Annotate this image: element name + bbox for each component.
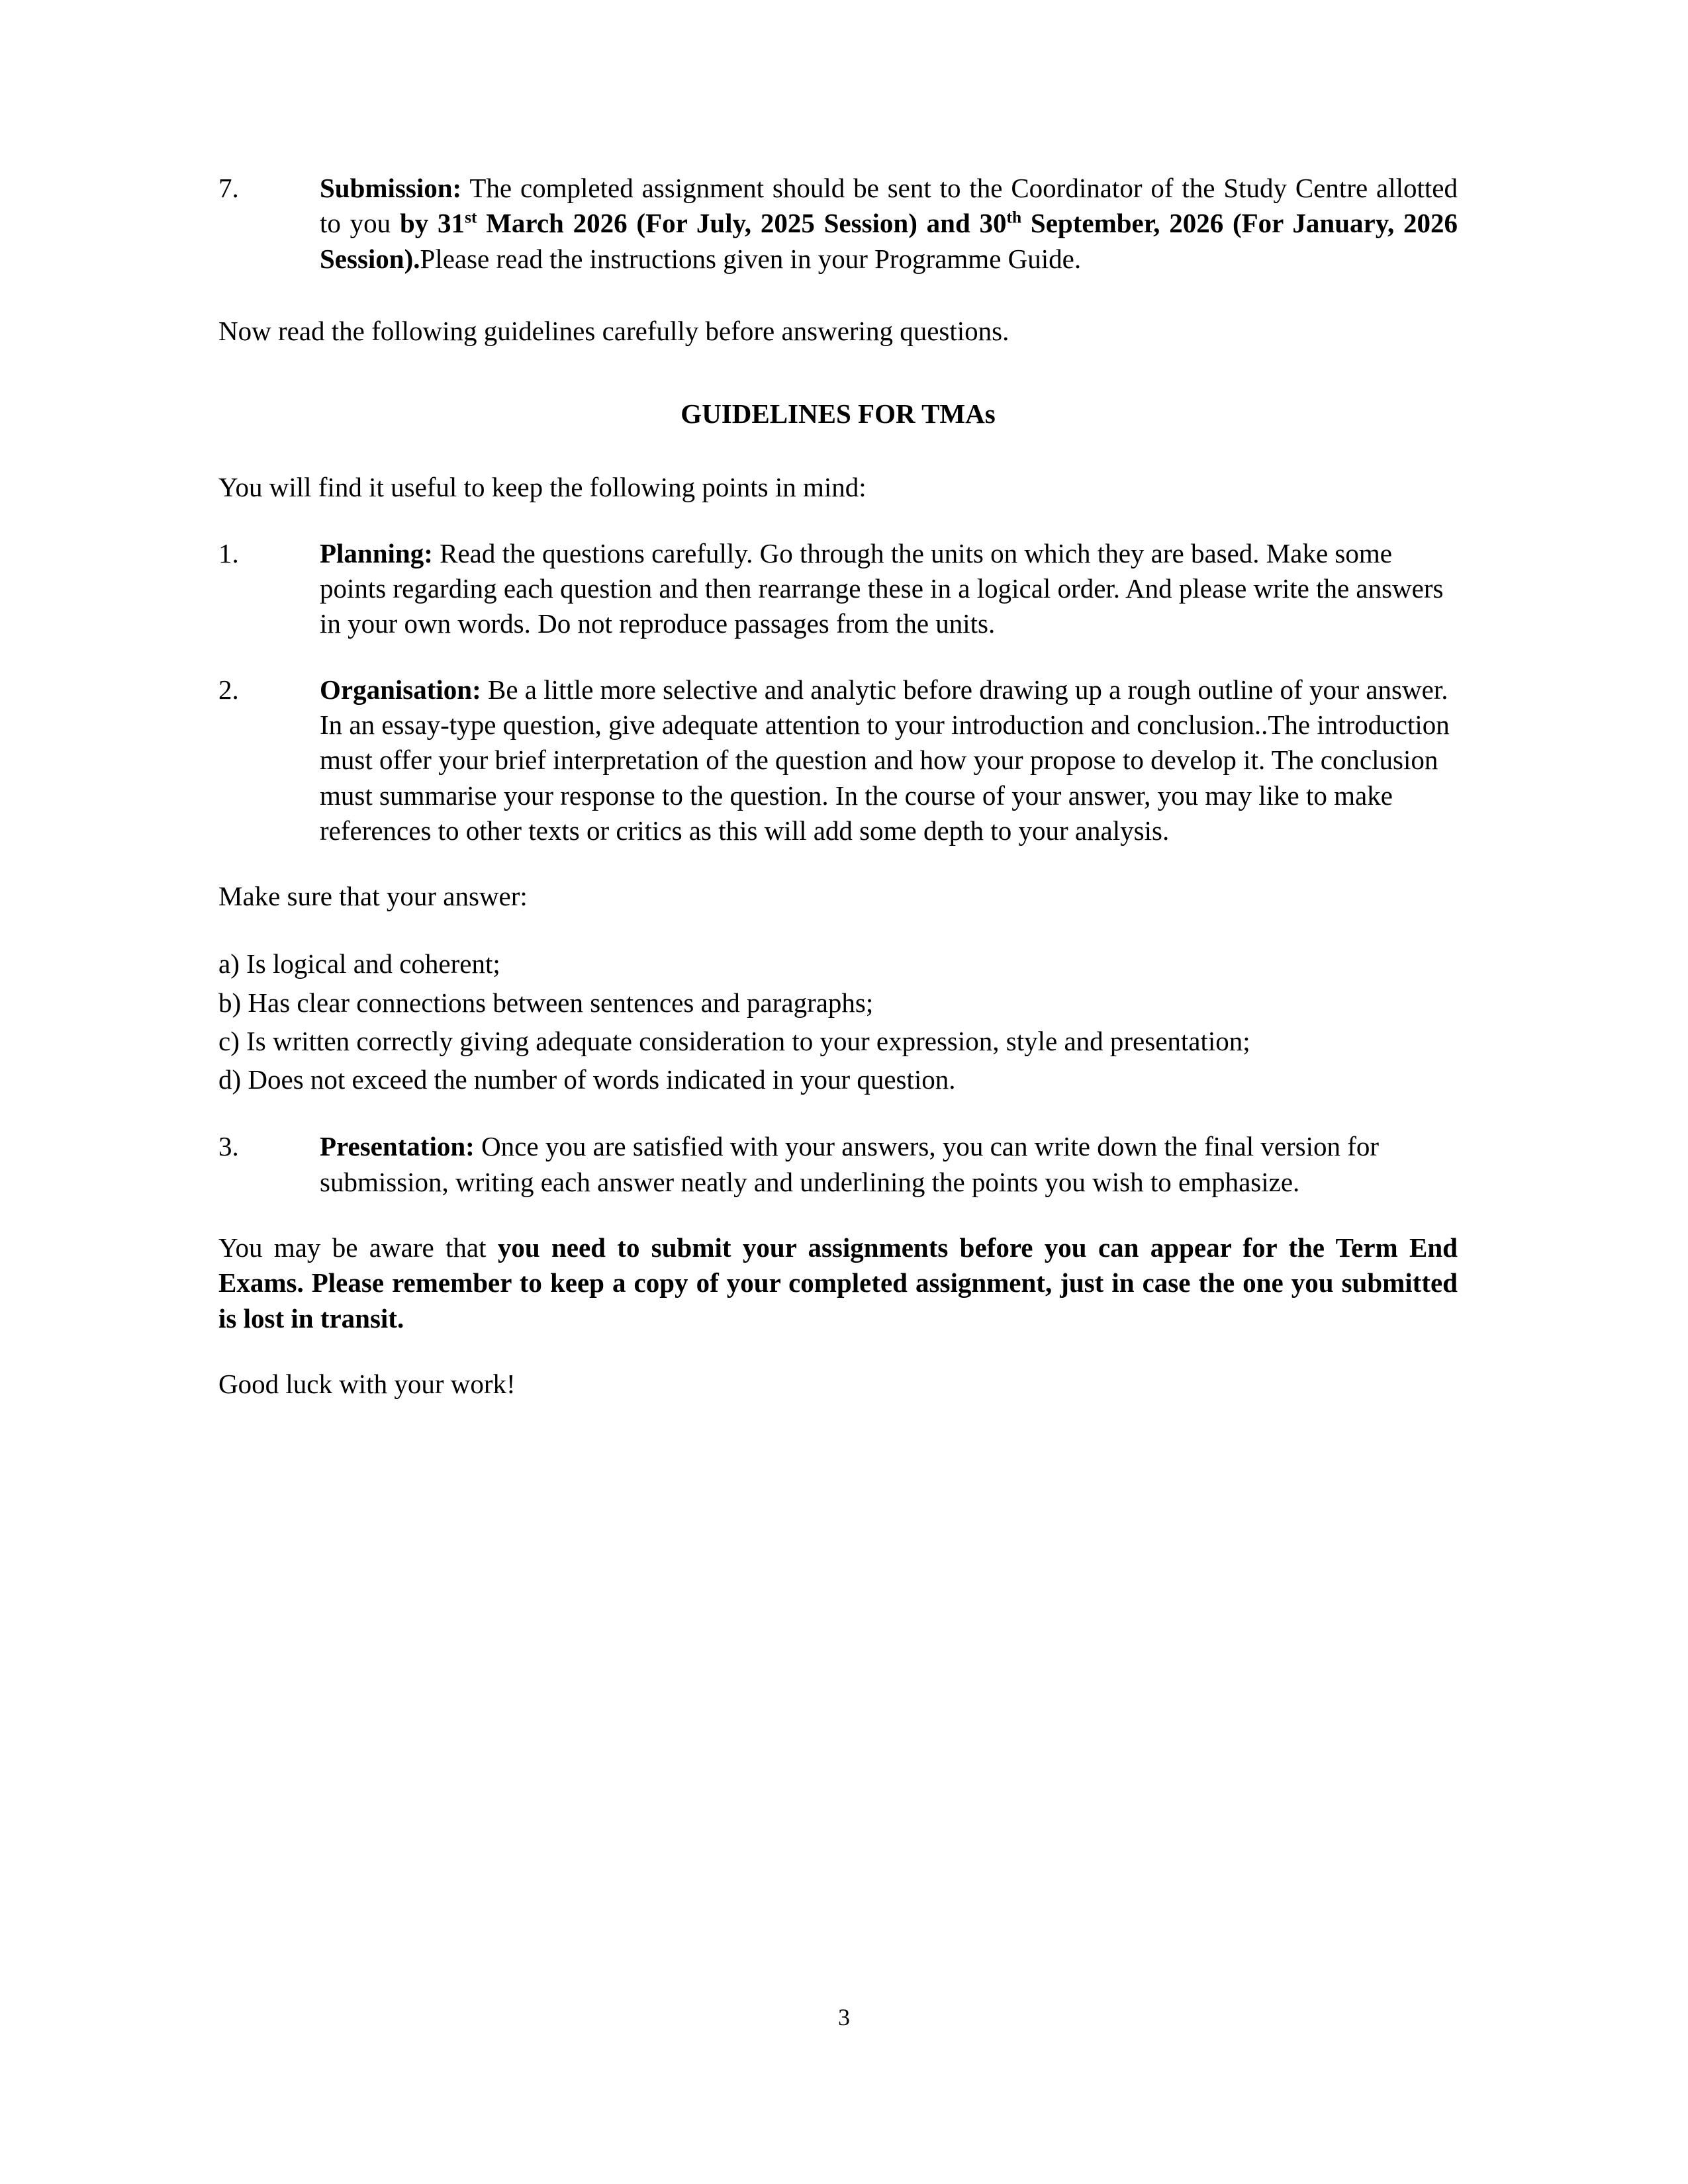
submission-text-part2: Please read the instructions given in your Programme Guide. [420, 243, 1082, 274]
page-number: 3 [838, 2004, 850, 2030]
submission-date-two-ordinal: th [1006, 208, 1022, 227]
list-item: a) Is logical and coherent; [218, 948, 500, 979]
presentation-text: Once you are satisfied with your answers, you can write down the final version for submission, writing each answer neatly and underlining the points you wish to emphasize. [320, 1131, 1380, 1197]
submission-date-one-prefix: by 31 [399, 208, 465, 239]
list-item: b) Has clear connections between sentences and paragraphs; [218, 987, 874, 1018]
spacer [218, 377, 1458, 396]
organisation-label: Organisation: [320, 674, 481, 705]
submission-date-two-suffix: September, 2026 (For January, 2026 Session). [320, 208, 1458, 274]
list-item-presentation [218, 1129, 1458, 1200]
planning-text: Read the questions carefully. Go through the units on which they are based. Make some points regarding each question and then rearrange these in a logical order. And please write the answers in your own words. Do not reproduce passages from the units. [320, 537, 1444, 639]
intro-line: Now read the following guidelines carefully before answering questions. [218, 315, 1009, 346]
list-item-planning [218, 536, 1458, 642]
submission-text-part1: The completed assignment should be sent to the Coordinator of the Study Centre allotted to you [320, 173, 1458, 239]
answer-criteria-list [218, 944, 1458, 1099]
planning-label: Planning: [320, 537, 433, 569]
submission-label: Submission: [320, 173, 462, 203]
good-luck-line: Good luck with your work! [218, 1368, 516, 1399]
organisation-text: Be a little more selective and analytic before drawing up a rough outline of your answer. In an essay-type question, give adequate attention to your introduction and conclusion..The introduction must offer your brief interpretation of the question and how your propose to develop it. The conclusion must summarise your response to the question. In the course of your answer, you may like to make references to other texts or critics as this will add some depth to your analysis. [320, 674, 1450, 846]
closing-bold-text: you need to submit your assignments before you can appear for the Term End Exams. Please remember to keep a copy of your completed assignment, just in case the one you submitted is lost in transit. [218, 1232, 1458, 1334]
page-content [218, 171, 1458, 1430]
list-marker: 3. [218, 1131, 239, 1162]
closing-paragraph [218, 1230, 1458, 1336]
presentation-label: Presentation: [320, 1131, 475, 1162]
list-item: d) Does not exceed the number of words indicated in your question. [218, 1064, 956, 1095]
page-title: GUIDELINES FOR TMAs [680, 398, 996, 430]
spacer [218, 304, 1458, 314]
list-marker: 2. [218, 674, 239, 705]
list-marker: 7. [218, 173, 239, 203]
spacer [218, 461, 1458, 470]
list-marker: 1. [218, 537, 239, 569]
make-sure-line: Make sure that your answer: [218, 881, 528, 912]
list-item-submission [218, 171, 1458, 277]
list-item: c) Is written correctly giving adequate consideration to your expression, style and presentation; [218, 1025, 1250, 1056]
useful-points-line: You will find it useful to keep the following points in mind: [218, 472, 867, 503]
list-item-organisation [218, 672, 1458, 848]
submission-date-one-suffix: March 2026 (For July, 2025 Session) and 30 [477, 208, 1007, 239]
submission-date-one-ordinal: st [465, 208, 477, 227]
closing-regular-prefix: You may be aware that [218, 1232, 498, 1263]
